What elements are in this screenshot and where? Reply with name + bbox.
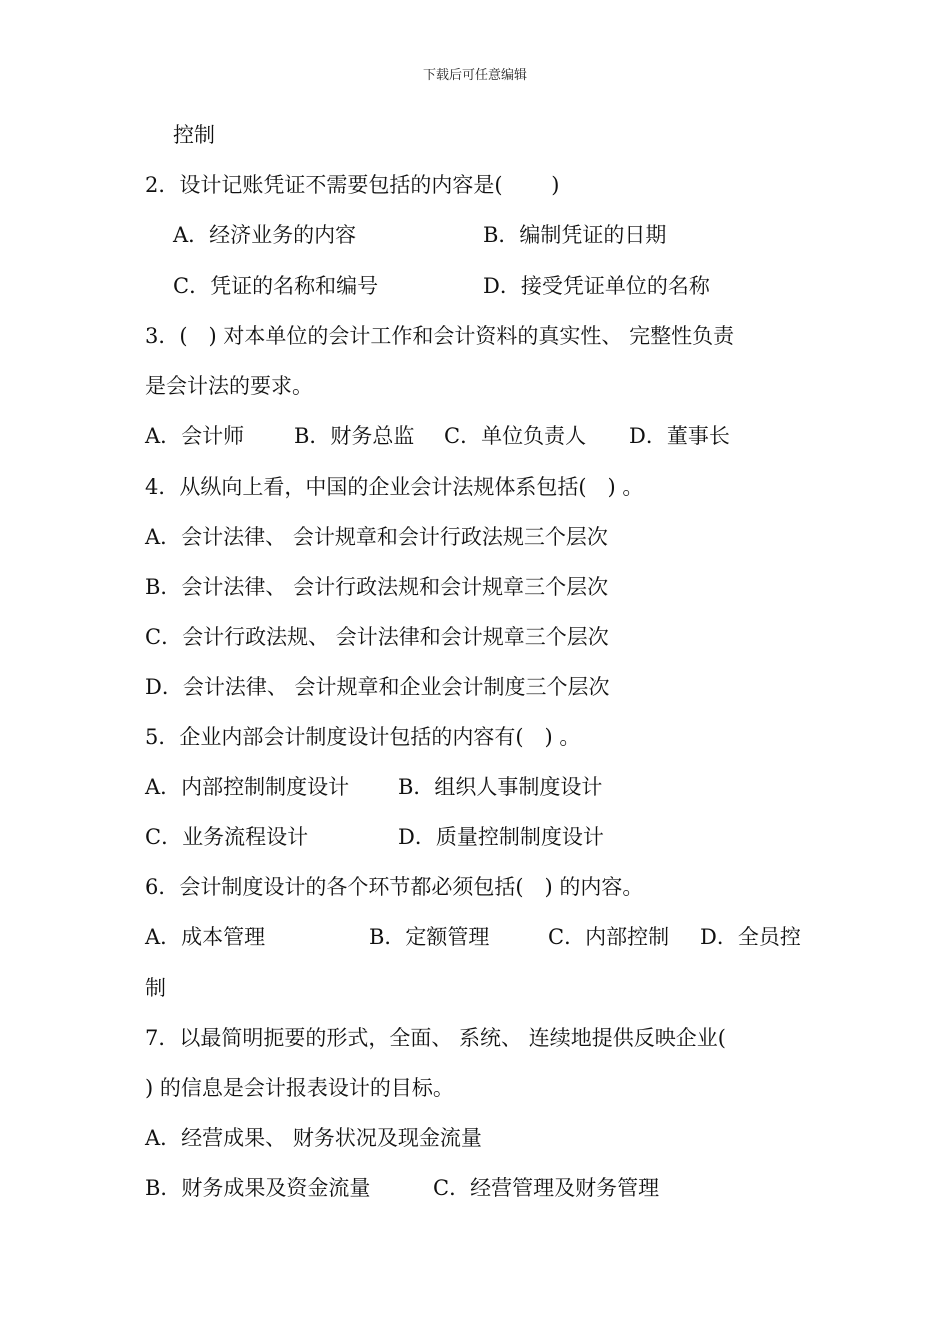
text-line: C．凭证的名称和编号 — [173, 274, 379, 298]
text-line: C．内部控制 — [548, 925, 670, 949]
text-line: 制 — [145, 976, 166, 1000]
text-line: A．内部控制制度设计 — [145, 775, 350, 799]
text-line: B．组织人事制度设计 — [398, 775, 603, 799]
text-line: C．会计行政法规、 会计法律和会计规章三个层次 — [145, 625, 609, 649]
text-line: B．会计法律、 会计行政法规和会计规章三个层次 — [145, 575, 609, 599]
text-line: C．单位负责人 — [444, 424, 587, 448]
text-line: B．定额管理 — [369, 925, 490, 949]
text-line: B．财务成果及资金流量 — [145, 1176, 371, 1200]
text-line: D．全员控 — [700, 925, 801, 949]
text-line: A．成本管理 — [145, 925, 266, 949]
text-line: 2．设计记账凭证不需要包括的内容是( ) — [145, 173, 560, 197]
page-header: 下载后可任意编辑 — [422, 68, 527, 83]
text-line: C．经营管理及财务管理 — [433, 1176, 660, 1200]
text-line: A．经济业务的内容 — [173, 223, 357, 247]
text-line: A．经营成果、 财务状况及现金流量 — [145, 1126, 482, 1150]
text-line: A．会计法律、 会计规章和会计行政法规三个层次 — [145, 525, 608, 549]
text-line: D．会计法律、 会计规章和企业会计制度三个层次 — [145, 675, 610, 699]
text-line: A．会计师 — [145, 424, 245, 448]
text-line: 控制 — [173, 123, 215, 147]
text-line: ) 的信息是会计报表设计的目标。 — [145, 1076, 454, 1100]
text-line: B．编制凭证的日期 — [483, 223, 667, 247]
text-line: D．质量控制制度设计 — [398, 825, 604, 849]
text-line: 4．从纵向上看，中国的企业会计法规体系包括( ) 。 — [145, 475, 644, 499]
text-line: D．董事长 — [629, 424, 730, 448]
text-line: 3．( ) 对本单位的会计工作和会计资料的真实性、 完整性负责 — [145, 324, 735, 348]
text-line: C．业务流程设计 — [145, 825, 309, 849]
text-line: D．接受凭证单位的名称 — [483, 274, 710, 298]
text-line: 5．企业内部会计制度设计包括的内容有( ) 。 — [145, 725, 581, 749]
text-line: 6．会计制度设计的各个环节都必须包括( ) 的内容。 — [145, 875, 644, 899]
text-line: 7．以最简明扼要的形式，全面、 系统、 连续地提供反映企业( — [145, 1026, 726, 1050]
text-line: B．财务总监 — [294, 424, 415, 448]
text-line: 是会计法的要求。 — [145, 374, 313, 398]
